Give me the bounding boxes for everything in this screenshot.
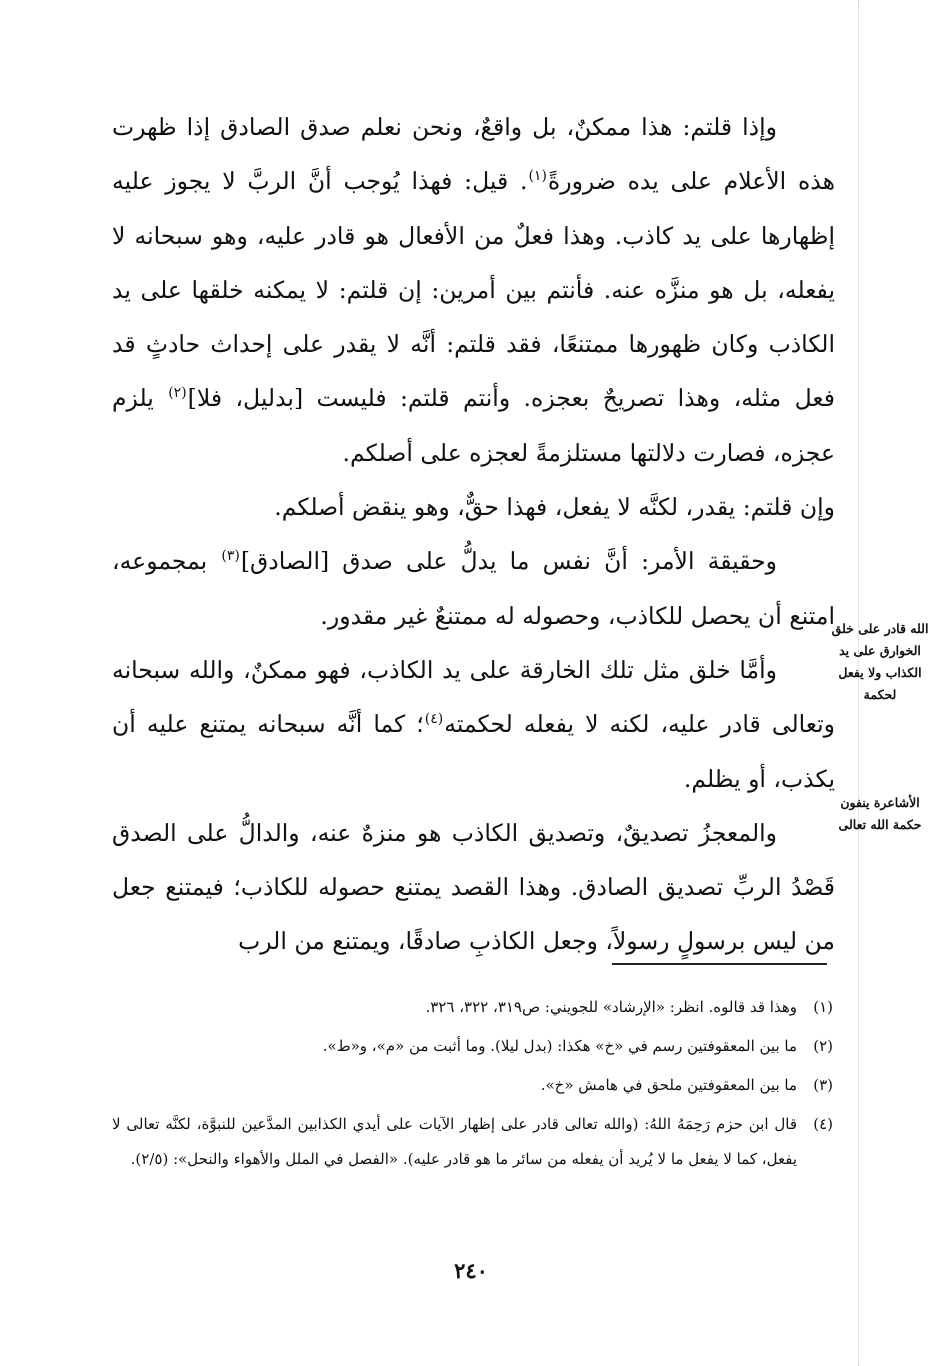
footnote-item [112, 1107, 833, 1177]
footnote-ref-3[interactable]: (٣) [221, 548, 240, 565]
footnote-ref-2[interactable]: (٢) [168, 385, 187, 402]
footnote-number: (٢) [813, 1037, 833, 1055]
footnote-ref-1[interactable]: (١) [528, 168, 547, 185]
footnote-number: (٤) [813, 1115, 833, 1133]
footnote-item [112, 1029, 833, 1064]
paragraph-4: وأمَّا خلق مثل تلك الخارقة على يد الكاذب، فهو ممكنٌ، والله سبحانه وتعالى قادر عليه، لكنه لا يفعله لحكمته$^{(٤)}$؛ كما أنَّه سبحانه يمتنع عليه أن يكذب، أو يظلم. [112, 655, 835, 793]
footnote-divider [612, 963, 827, 965]
side-note-ashari-wisdom: الأشاعرة ينفون حكمة الله تعالى [838, 795, 922, 832]
paragraph-1: وإذا قلتم: هذا ممكنٌ، بل واقعٌ، ونحن نعلم صدق الصادق إذا ظهرت هذه الأعلام على يده ضرورةً$^{(١)}$. قيل: فهذا يُوجب أنَّ الربَّ لا يجوز عليه إظهارها على يد كاذب. وهذا فعلٌ من الأفعال هو قادر عليه، وهو سبحانه لا يفعله، بل هو منزَّه عنه. فأنتم بين أمرين: إن قلتم: لا يمكنه خلقها على يد الكاذب وكان ظهورها ممتنعًا، فقد قلتم: أنَّه لا يقدر على إحداث حادثٍ قد فعل مثله، وهذا تصريحٌ بعجزه. وأنتم قلتم: فليست [بدليل، فلا]$^{(٢)}$ يلزم عجزه، فصارت دلالتها مستلزمةً لعجزه على أصلكم. [112, 113, 836, 467]
footnote-text: قال ابن حزم رَحِمَهُ اللهُ: (والله تعالى قادر على إظهار الآيات على أيدي الكذابين المدَّعين للنبوَّة، لكنَّه تعالى لا يفعل، كما لا يفعل ما لا يُريد أن يفعله من سائر ما هو قادر عليه). «الفصل في الملل والأهواء والنحل»: (٢/٥). [112, 1115, 797, 1168]
footnote-text: ما بين المعقوفتين ملحق في هامش «خ». [540, 1076, 797, 1094]
paragraph-3: وحقيقة الأمر: أنَّ نفس ما يدلُّ على صدق [الصادق]$^{(٣)}$ بمجموعه، امتنع أن يحصل للكاذب، وحصوله له ممتنعٌ غير مقدور. [112, 547, 835, 630]
footnote-text: وهذا قد قالوه. انظر: «الإرشاد» للجويني: ص٣١٩، ٣٢٢، ٣٢٦. [425, 998, 797, 1016]
paragraph-2: وإن قلتم: يقدر، لكنَّه لا يفعل، فهذا حقٌّ، وهو ينقض أصلكم. [274, 493, 835, 522]
footnote-text: ما بين المعقوفتين رسم في «خ» هكذا: (بدل ليلا). وما أثبت من «م»، و«ط». [322, 1037, 797, 1055]
footnote-number: (٣) [813, 1076, 833, 1094]
paragraph-5: والمعجزُ تصديقٌ، وتصديق الكاذب هو منزهٌ عنه، والدالُّ على الصدق قَصْدُ الربِّ تصديق الصادق. وهذا القصد يمتنع حصوله للكاذب؛ فيمتنع جعل من ليس برسولٍ رسولاً، وجعل الكاذبِ صادقًا، ويمتنع من الرب [112, 818, 835, 956]
main-text [112, 100, 835, 969]
footnote-number: (١) [813, 998, 833, 1016]
footnote-ref-4[interactable]: (٤) [424, 711, 444, 728]
page-number: ٢٤٠ [454, 1258, 488, 1283]
side-note-allah-capable: الله قادر على خلق الخوارق على يد الكذاب ولا يفعل لحكمة [831, 621, 929, 702]
footnote-item [112, 1068, 833, 1103]
footnotes [112, 990, 833, 1181]
footnote-item [112, 990, 833, 1025]
